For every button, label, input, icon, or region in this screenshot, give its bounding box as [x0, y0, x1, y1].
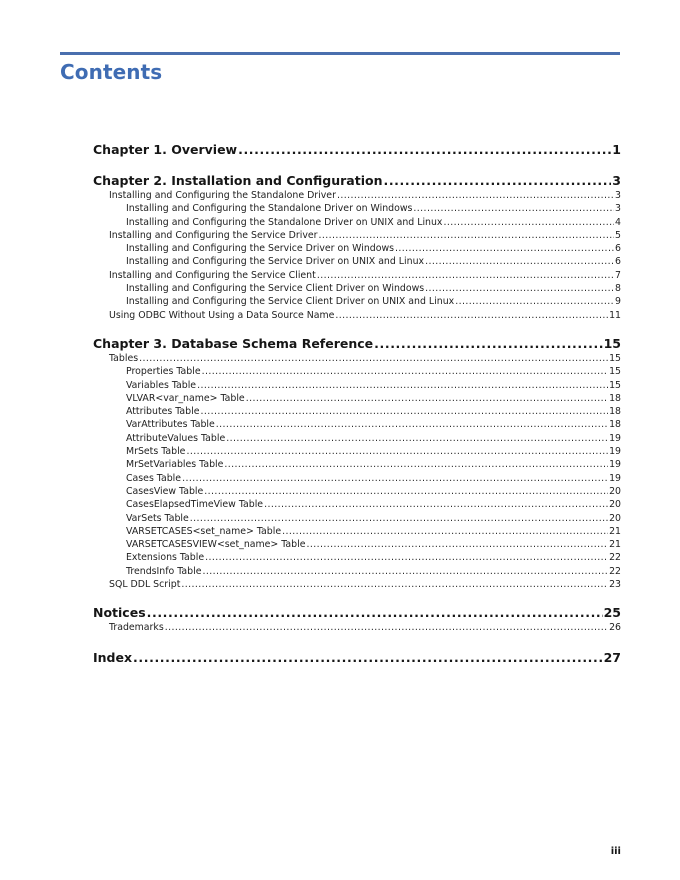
toc-entry-title: Variables Table [126, 379, 197, 391]
toc-entry-title: Installing and Configuring the Service Driver on Windows [126, 243, 394, 255]
dot-leader [383, 173, 611, 189]
toc-section-entry[interactable] [93, 352, 621, 365]
dot-leader [455, 295, 614, 308]
toc-entry-title: Chapter 2. Installation and Configuration [93, 173, 383, 188]
toc-entry-page: 15 [603, 335, 621, 351]
dot-leader [197, 379, 608, 392]
toc-entry-page: 19 [609, 432, 621, 444]
toc-subsection-entry[interactable] [93, 512, 621, 525]
dot-leader [147, 605, 603, 621]
dot-leader [443, 216, 614, 229]
toc-entry-page: 27 [603, 649, 621, 665]
toc-entry-title: Installing and Configuring the Service Client Driver on UNIX and Linux [126, 296, 455, 308]
toc-entry-page: 23 [609, 579, 621, 591]
toc-entry-title: Cases Table [126, 472, 182, 484]
toc-subsection-entry[interactable] [93, 295, 621, 308]
toc-entry-page: 19 [609, 472, 621, 484]
toc-section-entry[interactable] [93, 309, 621, 322]
toc-chapter-block [93, 173, 621, 322]
toc-entry-page: 19 [609, 446, 621, 458]
toc-entry-title: TrendsInfo Table [126, 565, 202, 577]
toc-section-entry[interactable] [93, 269, 621, 282]
dot-leader [246, 392, 608, 405]
toc-subsection-entry[interactable] [93, 202, 621, 215]
toc-subsection-entry[interactable] [93, 525, 621, 538]
toc-entry-title: Installing and Configuring the Service Driver [109, 229, 318, 241]
dot-leader [205, 551, 608, 564]
toc-section-entry[interactable] [93, 621, 621, 634]
toc-section-entry[interactable] [93, 578, 621, 591]
toc-section-entry[interactable] [93, 189, 621, 202]
toc-chapter-entry[interactable] [93, 336, 621, 352]
toc-entry-page: 18 [609, 392, 621, 404]
toc-entry-page: 15 [609, 352, 621, 364]
toc-entry-title: Installing and Configuring the Service Client Driver on Windows [126, 283, 425, 295]
toc-entry-title: Chapter 3. Database Schema Reference [93, 335, 374, 351]
toc-subsection-entry[interactable] [93, 432, 621, 445]
toc-entry-page: 22 [609, 565, 621, 577]
toc-entry-page: 21 [609, 539, 621, 551]
dot-leader [335, 309, 608, 322]
toc-entry-page: 25 [603, 605, 621, 621]
dot-leader [216, 418, 608, 431]
toc-entry-title: Notices [93, 605, 146, 621]
dot-leader [264, 498, 608, 511]
dot-leader [186, 445, 608, 458]
toc-subsection-entry[interactable] [93, 472, 621, 485]
toc-subsection-entry[interactable] [93, 282, 621, 295]
toc-section-entry[interactable] [93, 229, 621, 242]
toc-subsection-entry[interactable] [93, 418, 621, 431]
toc-subsection-entry[interactable] [93, 445, 621, 458]
toc-subsection-entry[interactable] [93, 255, 621, 268]
toc-entry-title: CasesElapsedTimeView Table [126, 499, 264, 511]
toc-subsection-entry[interactable] [93, 458, 621, 471]
toc-entry-title: Trademarks [109, 622, 164, 634]
toc-entry-title: VARSETCASES<set_name> Table [126, 525, 282, 537]
page-title: Contents [60, 60, 163, 84]
toc-chapter-block [93, 605, 621, 634]
toc-chapter-block [93, 336, 621, 591]
toc-entry-page: 6 [615, 256, 621, 268]
toc-entry-page: 9 [615, 296, 621, 308]
toc-chapter-entry[interactable] [93, 142, 621, 158]
toc-entry-page: 20 [609, 512, 621, 524]
dot-leader [282, 525, 608, 538]
toc-subsection-entry[interactable] [93, 216, 621, 229]
dot-leader [337, 189, 614, 202]
toc-entry-page: 18 [609, 419, 621, 431]
toc-entry-page: 6 [615, 243, 621, 255]
toc-entry-title: Using ODBC Without Using a Data Source Name [109, 309, 335, 321]
dot-leader [204, 485, 608, 498]
toc-entry-title: MrSetVariables Table [126, 459, 224, 471]
toc-chapter-entry[interactable] [93, 650, 621, 666]
table-of-contents [93, 142, 621, 666]
dot-leader [181, 578, 608, 591]
toc-entry-page: 15 [609, 379, 621, 391]
toc-chapter-entry[interactable] [93, 173, 621, 189]
dot-leader [133, 650, 603, 666]
dot-leader [425, 282, 614, 295]
toc-entry-title: VarAttributes Table [126, 419, 215, 431]
toc-entry-title: VARSETCASESVIEW<set_name> Table [126, 539, 306, 551]
toc-entry-title: MrSets Table [126, 446, 186, 458]
toc-entry-page: 18 [609, 406, 621, 418]
toc-subsection-entry[interactable] [93, 538, 621, 551]
dot-leader [306, 538, 608, 551]
page-number: iii [610, 846, 621, 857]
toc-entry-page: 21 [609, 525, 621, 537]
dot-leader [238, 142, 611, 158]
toc-entry-title: Index [93, 649, 133, 665]
toc-subsection-entry[interactable] [93, 405, 621, 418]
toc-entry-page: 7 [615, 269, 621, 281]
toc-subsection-entry[interactable] [93, 485, 621, 498]
dot-leader [319, 229, 615, 242]
toc-entry-title: Attributes Table [126, 406, 200, 418]
dot-leader [374, 336, 602, 352]
toc-subsection-entry[interactable] [93, 565, 621, 578]
toc-entry-title: VarSets Table [126, 512, 189, 524]
toc-subsection-entry[interactable] [93, 242, 621, 255]
toc-entry-title: VLVAR<var_name> Table [126, 392, 245, 404]
toc-entry-page: 1 [612, 142, 621, 157]
toc-entry-title: Installing and Configuring the Service Driver on UNIX and Linux [126, 256, 425, 268]
dot-leader [224, 458, 608, 471]
toc-entry-title: Extensions Table [126, 552, 205, 564]
toc-entry-page: 15 [609, 366, 621, 378]
title-rule [60, 52, 620, 55]
toc-entry-title: Chapter 1. Overview [93, 142, 238, 157]
toc-entry-page: 5 [615, 229, 621, 241]
dot-leader [190, 512, 608, 525]
toc-entry-title: CasesView Table [126, 485, 204, 497]
dot-leader [203, 565, 609, 578]
dot-leader [226, 432, 608, 445]
toc-entry-page: 20 [609, 485, 621, 497]
toc-entry-title: SQL DDL Script [109, 579, 181, 591]
dot-leader [425, 255, 614, 268]
toc-entry-title: AttributeValues Table [126, 432, 226, 444]
toc-subsection-entry[interactable] [93, 392, 621, 405]
dot-leader [201, 405, 609, 418]
dot-leader [317, 269, 614, 282]
dot-leader [165, 621, 608, 634]
toc-entry-page: 3 [612, 173, 621, 188]
toc-subsection-entry[interactable] [93, 379, 621, 392]
toc-entry-page: 3 [615, 203, 621, 215]
dot-leader [139, 352, 608, 365]
dot-leader [395, 242, 614, 255]
toc-entry-title: Installing and Configuring the Standalone Driver on Windows [126, 203, 413, 215]
toc-entry-page: 3 [615, 190, 621, 201]
toc-chapter-entry[interactable] [93, 605, 621, 621]
toc-entry-page: 19 [609, 459, 621, 471]
toc-chapter-block [93, 142, 621, 158]
toc-subsection-entry[interactable] [93, 498, 621, 511]
toc-entry-title: Installing and Configuring the Standalone Driver on UNIX and Linux [126, 216, 443, 228]
toc-entry-page: 4 [615, 216, 621, 228]
toc-entry-page: 26 [609, 622, 621, 634]
toc-entry-title: Properties Table [126, 366, 201, 378]
toc-entry-page: 20 [609, 499, 621, 511]
toc-chapter-block [93, 650, 621, 666]
toc-entry-page: 22 [609, 552, 621, 564]
toc-entry-page: 8 [615, 283, 621, 295]
toc-entry-title: Installing and Configuring the Service Client [109, 269, 316, 281]
toc-entry-title: Installing and Configuring the Standalone Driver [109, 190, 336, 201]
dot-leader [202, 365, 608, 378]
toc-entry-title: Tables [109, 352, 139, 364]
dot-leader [413, 202, 614, 215]
toc-subsection-entry[interactable] [93, 551, 621, 564]
toc-entry-page: 11 [609, 309, 621, 321]
dot-leader [182, 472, 608, 485]
toc-subsection-entry[interactable] [93, 365, 621, 378]
